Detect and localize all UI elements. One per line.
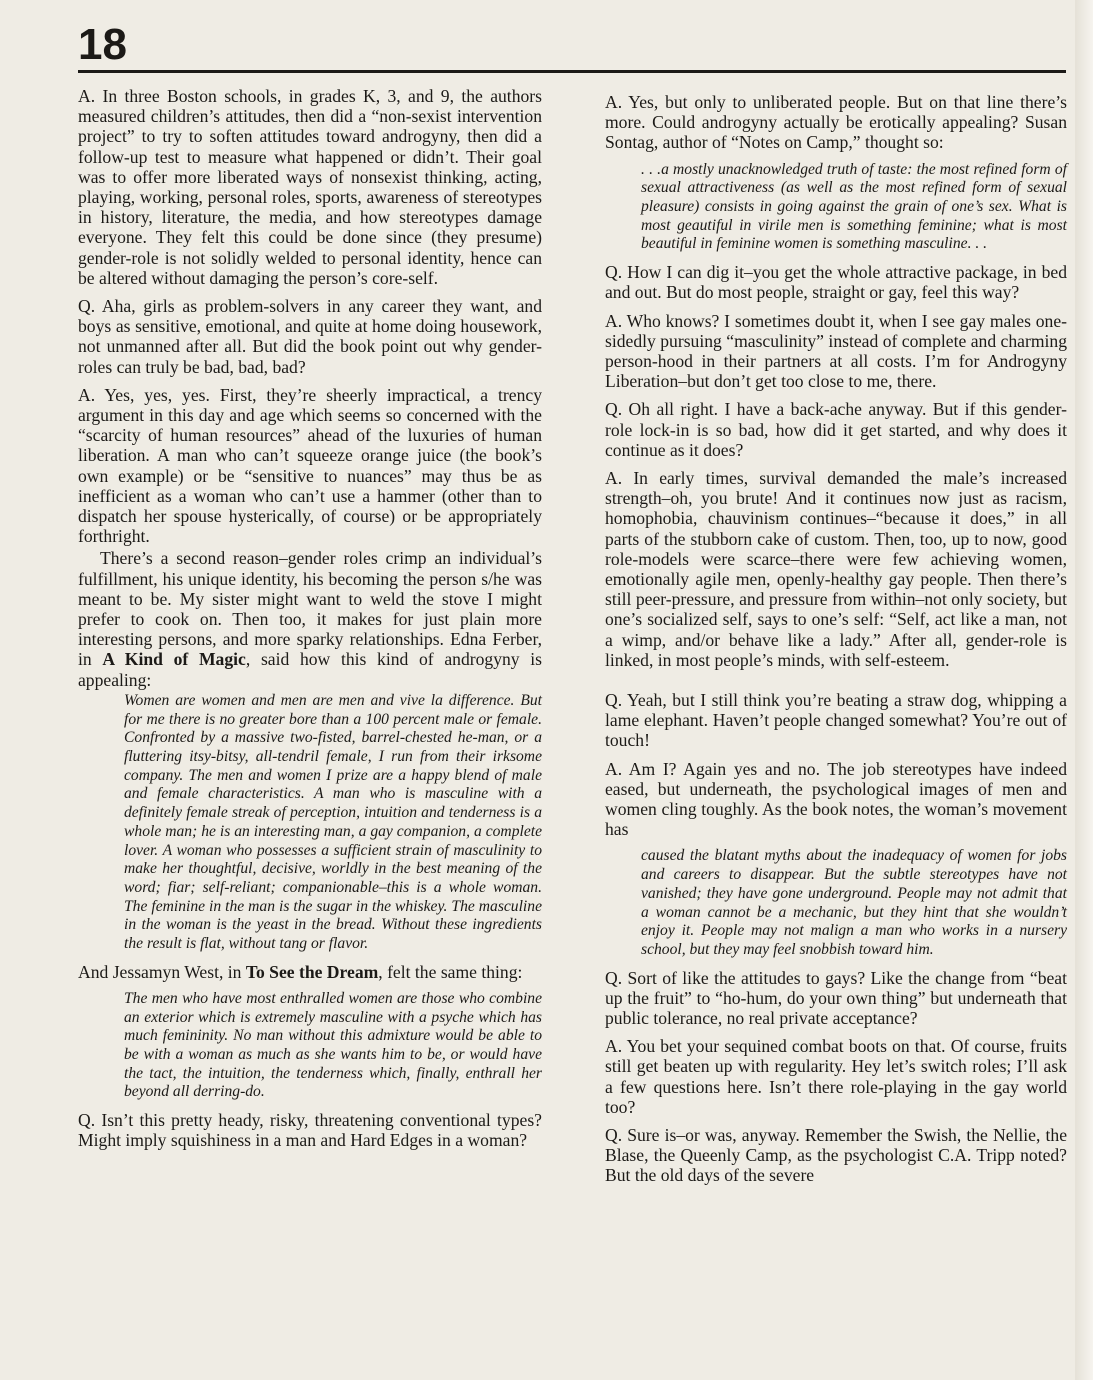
paragraph: Q. Aha, girls as problem-solvers in any career they want, and boys as sensitive, emotional, and quite at home doing housework, not unmanned after all. But did the book point out why gender-roles can truly be bad, bad, bad? (78, 296, 542, 377)
block-quote: caused the blatant myths about the inadequacy of women for jobs and careers to disappear. But the subtle stereotypes have not vanished; they have gone underground. People may not admit that a woman cannot be a mechanic, but they hint that she wouldn’t enjoy it. People may not malign a man who works in a nursery school, but they may feel snobbish toward him. (641, 847, 1067, 958)
paragraph: A. You bet your sequined combat boots on that. Of course, fruits still get beaten up with regularity. Hey let’s switch roles; I’ll ask a few questions here. Isn’t there role-playing in the gay world too? (605, 1036, 1067, 1117)
text-run: , said how this kind of androgyny is appealing: (78, 649, 543, 690)
paragraph: A. In early times, survival demanded the male’s increased strength–oh, you brute! And it continues now just as racism, homophobia, chauvinism continues–“because it does,” in all parts of the stubborn cake of custom. Then, too, up to now, good role-models were scarce–there were few achieving women, emotionally agile men, openly-healthy gay people. Then there’s still peer-pressure, and pressure from within–not only society, but one’s socialized self, says to one’s self: “Self, act like a man, not a wimp, and/or behave like a lady.” After all, gender-role is linked, in most people’s minds, with self-esteem. (605, 467, 1067, 670)
paragraph: Q. Sure is–or was, anyway. Remember the Swish, the Nellie, the Blase, the Queenly Camp, as the psychologist C.A. Tripp noted? But the old days of the severe (605, 1125, 1067, 1186)
paragraph: Q. How I can dig it–you get the whole attractive package, in bed and out. But do most people, straight or gay, feel this way? (605, 262, 1067, 303)
paragraph: Q. Sort of like the attitudes to gays? Like the change from “beat up the fruit” to “ho-hum, do your own thing” but underneath that public tolerance, no real private acceptance? (605, 967, 1067, 1029)
block-quote: Women are women and men are men and vive la difference. But for me there is no greater bore than a 100 percent male or female. Confronted by a massive two-fisted, barrel-chested he-man, or a fluttering itsy-bitsy, all-tendril female, I run from their irksome company. The men and women I prize are a happy blend of male and female characteristics. A man who is masculine with a definitely female streak of perception, intuition and tenderness is a whole man; he is an interesting man, a gay companion, a complete lover. A woman who possesses a sufficient strain of masculinity to make her thoughtful, decisive, worldly in the best meaning of the word; fiar; self-reliant; companionable–this is a whole woman. The feminine in the man is the sugar in the whiskey. The masculine in the woman is the yeast in the bread. Without these ingredients the result is flat, without tang or flavor. (124, 691, 542, 953)
header-rule (78, 70, 1066, 73)
paragraph: A. Yes, but only to unliberated people. But on that line there’s more. Could androgyny actually be erotically appealing? Susan Sontag, author of “Notes on Camp,” thought so: (605, 92, 1067, 153)
paragraph: Q. Isn’t this pretty heady, risky, threatening conventional types? Might imply squishiness in a man and Hard Edges in a woman? (78, 1110, 542, 1151)
text-run: And Jessamyn West, in (78, 961, 242, 982)
right-column (605, 92, 1067, 1194)
book-title: A Kind of Magic (102, 649, 246, 670)
block-quote: . . .a mostly unacknowledged truth of taste: the most refined form of sexual attractiveness (as well as the most refined form of sexual pleasure) consists in going against the grain of one’s sex. What is most geautiful in virile men is something feminine; what is most beautiful in feminine women is something masculine. . . (641, 160, 1067, 253)
paragraph: Q. Yeah, but I still think you’re beating a straw dog, whipping a lame elephant. Haven’t people changed somewhat? You’re out of touch! (605, 689, 1067, 751)
paragraph (78, 548, 542, 689)
paragraph: Q. Oh all right. I have a back-ache anyway. But if this gender-role lock-in is so bad, how did it get started, and why does it continue as it does? (605, 399, 1067, 460)
page-edge-shadow (1075, 0, 1093, 1380)
text-run: There’s a second reason–gender roles crimp an individual’s fulfillment, his unique identity, his becoming the person s/he was meant to be. My sister might want to weld the stove I might prefer to cook on. Then too, it makes for just plain more interesting persons, and more sparky relationships. Edna Ferber, in (78, 548, 542, 670)
paragraph: A. Am I? Again yes and no. The job stereotypes have indeed eased, but underneath, the psychological images of men and women cling toughly. As the book notes, the woman’s movement has (605, 758, 1067, 840)
book-title: To See the Dream (245, 961, 379, 982)
block-quote: The men who have most enthralled women are those who combine an exterior which is extremely masculine with a psyche which has much femininity. No man without this admixture would be able to be with a woman as much as she wants him to be, or would have the tact, the intuition, the tenderness which, finally, enthrall her beyond all derring-do. (124, 989, 542, 1101)
paragraph: A. In three Boston schools, in grades K, 3, and 9, the authors measured children’s attitudes, then did a “non-sexist intervention project” to try to soften attitudes toward androgyny, then did a follow-up test to measure what happened or didn’t. Their goal was to offer more liberated ways of nonsexist thinking, acting, playing, working, personal roles, sports, awareness of stereotypes in history, literature, the media, and how stereotypes damage everyone. They felt this could be done since (they presume) gender-role is not solidly welded to personal identity, hence can be altered without damaging the person’s core-self. (78, 86, 542, 288)
left-column (78, 86, 542, 1159)
paragraph: A. Who knows? I sometimes doubt it, when I see gay males one-sidedly pursuing “masculinity” instead of complete and charming person-hood in their partners at all costs. I’m for Androgyny Liberation–but don’t get too close to me, there. (605, 310, 1067, 392)
paragraph: A. Yes, yes, yes. First, they’re sheerly impractical, a trency argument in this day and age which seems so concerned with the “scarcity of human resources” ahead of the luxuries of human liberation. A man who can’t squeeze orange juice (the book’s own example) or be “sensitive to nuances” may thus be as inefficient as a woman who can’t use a hammer (other than to dispatch her spouse hysterically, of course) or be appropriately forthright. (78, 384, 542, 547)
page-number: 18 (78, 20, 127, 69)
text-run: , felt the same thing: (378, 961, 523, 982)
paragraph (78, 962, 542, 982)
